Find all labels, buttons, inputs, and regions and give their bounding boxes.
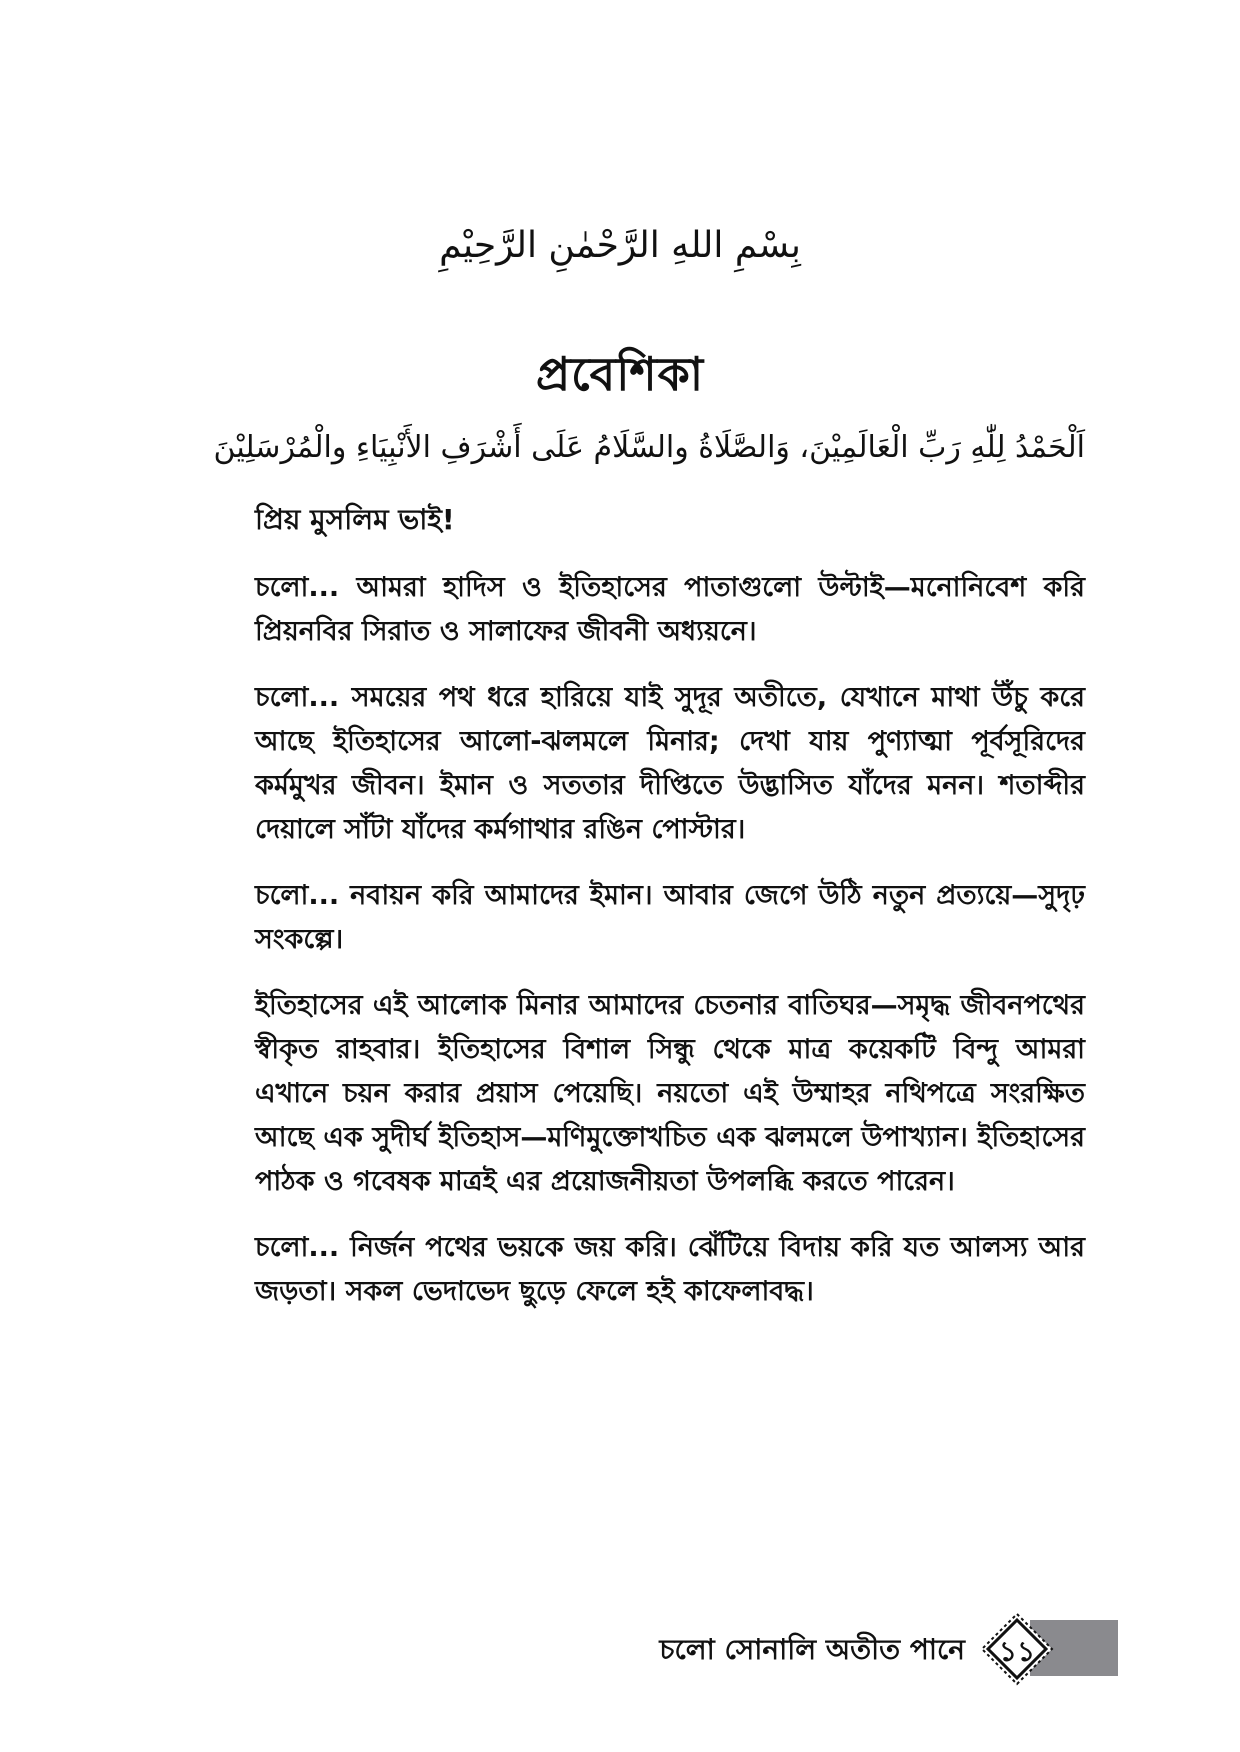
page-number: ১১ — [998, 1635, 1036, 1668]
footer-book-title: চলো সোনালি অতীত পানে — [659, 1633, 965, 1666]
page-number-badge — [980, 1612, 1054, 1686]
paragraph-1: চলো... আমরা হাদিস ও ইতিহাসের পাতাগুলো উল্টাই—মনোনিবেশ করি প্রিয়নবির সিরাত ও সালাফের জীবনী অধ্যয়নে। — [255, 572, 1085, 647]
paragraph-3: চলো... নবায়ন করি আমাদের ইমান। আবার জেগে উঠি নতুন প্রত্যয়ে—সুদৃঢ় সংকল্পে। — [255, 880, 1085, 955]
greeting: প্রিয় মুসলিম ভাই! — [255, 503, 455, 536]
paragraph-4: ইতিহাসের এই আলোক মিনার আমাদের চেতনার বাতিঘর—সমৃদ্ধ জীবনপথের স্বীকৃত রাহবার। ইতিহাসের বিশাল সিন্ধু থেকে মাত্র কয়েকটি বিন্দু আমরা এখানে চয়ন করার প্রয়াস পেয়েছি। নয়তো এই উম্মাহর নথিপত্রে সংরক্ষিত আছে এক সুদীর্ঘ ইতিহাস—মণিমুক্তোখচিত এক ঝলমলে উপাখ্যান। ইতিহাসের পাঠক ও গবেষক মাত্রই এর প্রয়োজনীয়তা উপলব্ধি করতে পারেন। — [255, 990, 1085, 1197]
page-title: প্রবেশিকা — [535, 347, 705, 401]
arabic-praise: اَلْحَمْدُ لِلّٰهِ رَبِّ الْعَالَمِيْنَ، وَالصَّلَاةُ والسَّلَامُ عَلَى أَشْرَفِ الأَنْبِيَاءِ والْمُرْسَلِيْنَ — [213, 430, 1085, 465]
bismillah-calligraphy: بِسْمِ اللهِ الرَّحْمٰنِ الرَّحِيْمِ — [439, 225, 801, 266]
page-footer — [0, 1610, 1240, 1690]
paragraph-5: চলো... নির্জন পথের ভয়কে জয় করি। ঝেঁটিয়ে বিদায় করি যত আলস্য আর জড়তা। সকল ভেদাভেদ ছুড়ে ফেলে হই কাফেলাবদ্ধ। — [255, 1232, 1085, 1307]
page-content — [255, 500, 1085, 1336]
paragraph-2: চলো... সময়ের পথ ধরে হারিয়ে যাই সুদূর অতীতে, যেখানে মাথা উঁচু করে আছে ইতিহাসের আলো-ঝলমলে মিনার; দেখা যায় পুণ্যাত্মা পূর্বসূরিদের কর্মমুখর জীবন। ইমান ও সততার দীপ্তিতে উদ্ভাসিত যাঁদের মনন। শতাব্দীর দেয়ালে সাঁটা যাঁদের কর্মগাথার রঙিন পোস্টার। — [255, 682, 1085, 845]
